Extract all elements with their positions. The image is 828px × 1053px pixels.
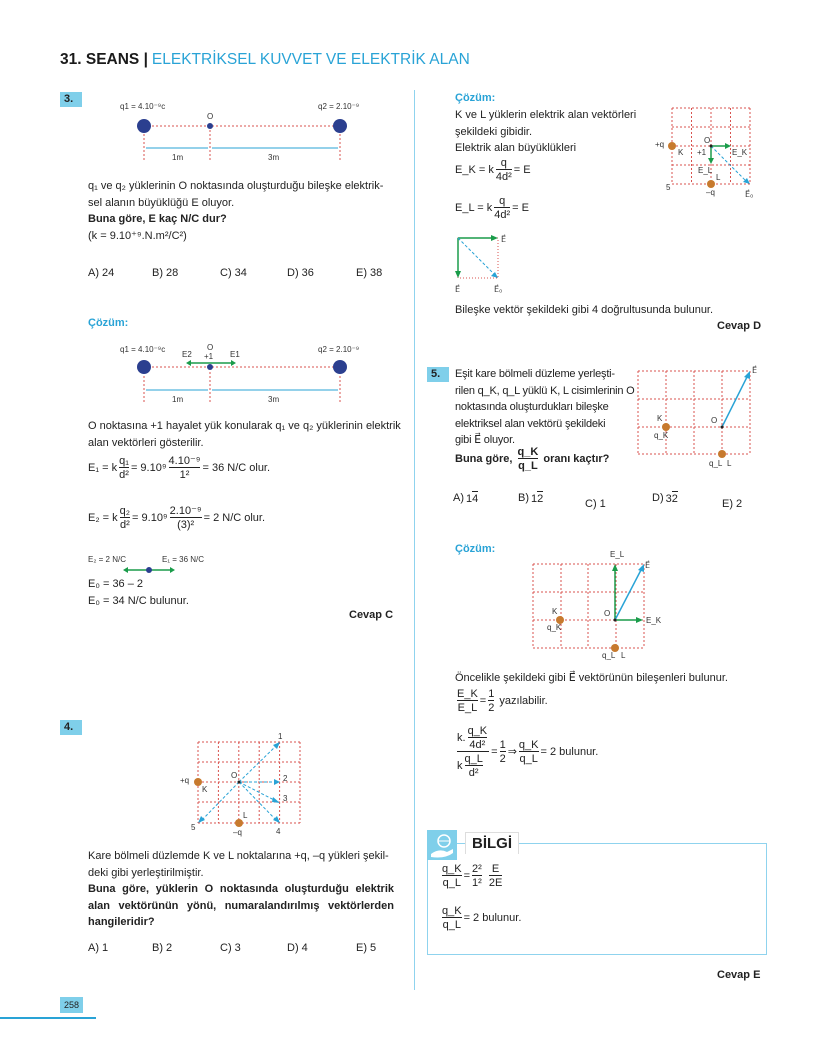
svg-text:–q: –q (233, 828, 242, 837)
e2-equation: E₂ = k $\frac{\text{q₂}}{\text{d²}}$ = 9.10⁹ $\frac{\text{2.10⁻⁹}}{\text{(3)²}}$ = 2 N/C olur. (88, 505, 266, 531)
option-e[interactable]: E) 38 (356, 267, 383, 279)
q2-label: q2 = 2.10⁻⁹ (318, 102, 360, 111)
e1-label: E1 (230, 350, 240, 359)
svg-text:q_K: q_K (547, 623, 562, 632)
svg-text:E⃗₀: E⃗₀ (494, 285, 503, 294)
ratio-derivation: k. $\frac{q\_K}{\text{4d²}}$ k $\frac{q\_L}{\text{d²}}$ = $\frac{1}{2}$ ⇒ $\frac{q\_K}{q\_L}$ = 2 bulunur. (457, 725, 599, 779)
q4-diagram (175, 730, 305, 840)
option-e[interactable]: E) 5 (356, 942, 377, 954)
svg-text:q_K: q_K (654, 431, 669, 440)
svg-text:q_L: q_L (602, 651, 616, 660)
svg-text:3: 3 (283, 794, 288, 803)
distance-2: 3m (268, 153, 280, 162)
q4-body: Kare bölmeli düzlemde K ve L noktalarına +q, –q yükleri şekil- deki gibi yerleştirilmiştir. Buna göre, yüklerin O noktasında oluşturduğu elektrik alan vektörünün yönü, numaralandırılmış vektörlerden hangileridir? (88, 850, 394, 928)
svg-text:q_L: q_L (709, 459, 723, 468)
distance-1: 1m (172, 153, 184, 162)
info-hand-globe-icon (427, 830, 457, 860)
column-divider (414, 90, 415, 990)
svg-text:L: L (727, 459, 732, 468)
q4-solution-diagram (652, 100, 764, 200)
q3-body: q₁ ve q₂ yüklerinin O noktasında oluşturduğu bileşke elektrik- sel alanın büyüklüğü E oluyor. Buna göre, E kaç N/C dur? (k = 9.10⁺⁹.N.m²/C²) (88, 180, 384, 242)
svg-text:K: K (678, 148, 684, 157)
option-c[interactable]: C) 34 (220, 267, 247, 279)
footer-line (0, 1017, 96, 1019)
info-formula-1: $\frac{q\_K}{q\_L}$ = $\frac{\text{2²}}{\text{1²}}$ $\frac{E}{2E}$ (442, 863, 503, 889)
ratio-equation: $\frac{E\_K}{E\_L}$ = $\frac{1}{2}$ yazılabilir. (457, 688, 548, 714)
svg-text:E_K: E_K (732, 148, 748, 157)
info-box (427, 843, 767, 955)
info-box-title: BİLGİ (465, 832, 519, 854)
q4-conclusion: Bileşke vektör şekildeki gibi 4 doğrultusunda bulunur. (455, 304, 714, 316)
option-c[interactable]: C) 3 (220, 942, 241, 954)
option-a[interactable]: A) 1 (88, 942, 109, 954)
charge-q2 (333, 119, 347, 133)
question-number: 5. (427, 367, 449, 382)
q3-options (88, 267, 382, 279)
q3-diagram (100, 98, 380, 168)
e0-result: E₀ = 36 – 2 E₀ = 34 N/C bulunur. (88, 578, 189, 607)
q5-body: Eşit kare bölmeli düzleme yerleşti- rilen q_K, q_L yüklü K, L cisimlerinin O noktasında oluşturdukları bileşke elektriksel alan vektörü şekildeki gibi E⃗ oluyor. (455, 368, 635, 446)
option-c[interactable]: C) 1 (585, 498, 606, 510)
page-number: 258 (60, 997, 83, 1013)
q4-options (88, 942, 376, 954)
q3-solution-text: O noktasına +1 hayalet yük konularak q₁ ve q₂ yüklerinin elektrik alan vektörleri gösterilir. (88, 420, 401, 449)
e2-label: E2 (182, 350, 192, 359)
header-separator: | (143, 51, 148, 68)
svg-text:+1: +1 (204, 352, 214, 361)
q4-solution-text: K ve L yüklerin elektrik alan vektörleri şekildeki gibidir. Elektrik alan büyüklükleri (455, 109, 637, 154)
svg-text:O: O (704, 136, 711, 145)
svg-text:L: L (621, 651, 626, 660)
q1-label: q1 = 4.10⁻⁹c (120, 102, 166, 111)
svg-text:K: K (202, 785, 208, 794)
el-equation: E_L = k $\frac{q}{\text{4d²}}$ = E (455, 195, 529, 221)
solution-label: Çözüm: (88, 317, 129, 329)
svg-text:1m: 1m (172, 395, 184, 404)
ek-equation: E_K = k $\frac{q}{\text{4d²}}$ = E (455, 157, 531, 183)
option-b[interactable]: B) 2 (152, 942, 173, 954)
q5-solution-diagram (525, 546, 665, 662)
charge-q1 (137, 119, 151, 133)
q5-question: Buna göre, $\frac{q\_K}{q\_L}$ oranı kaçtır? (455, 446, 610, 472)
o-label: O (207, 112, 214, 121)
svg-text:E⃗: E⃗ (501, 235, 507, 244)
answer-label: Cevap E (717, 969, 761, 981)
svg-text:4: 4 (276, 827, 281, 836)
svg-text:K: K (552, 607, 558, 616)
svg-text:O: O (231, 771, 238, 780)
svg-text:O: O (604, 609, 611, 618)
option-b[interactable]: B) 28 (152, 267, 179, 279)
answer-label: Cevap D (717, 320, 762, 332)
svg-text:5: 5 (191, 823, 196, 832)
svg-text:E⃗₀: E⃗₀ (745, 190, 754, 199)
option-e[interactable]: E) 2 (722, 498, 743, 510)
svg-text:L: L (716, 173, 721, 182)
svg-text:5: 5 (666, 183, 671, 192)
svg-text:+q: +q (655, 140, 665, 149)
svg-text:+q: +q (180, 776, 190, 785)
svg-text:q1 = 4.10⁻⁹c: q1 = 4.10⁻⁹c (120, 345, 166, 354)
svg-text:O: O (711, 416, 718, 425)
svg-text:E⃗: E⃗ (645, 561, 651, 570)
svg-text:2: 2 (283, 774, 288, 783)
resultant-vectors (86, 553, 226, 575)
svg-text:K: K (657, 414, 663, 423)
svg-text:3m: 3m (268, 395, 280, 404)
option-d[interactable]: D) 32 (652, 492, 678, 506)
svg-text:E₂ = 2 N/C: E₂ = 2 N/C (88, 555, 127, 564)
charge-k (194, 778, 202, 786)
option-b[interactable]: B) 12 (518, 492, 544, 506)
question-number: 3. (60, 92, 82, 107)
question-number: 4. (60, 720, 82, 735)
option-d[interactable]: D) 36 (287, 267, 314, 279)
option-a[interactable]: A) 24 (88, 267, 115, 279)
svg-text:E⃗: E⃗ (455, 285, 461, 294)
q3-question: Buna göre, E kaç N/C dur? (88, 213, 227, 225)
svg-text:+1: +1 (697, 148, 707, 157)
info-formula-2: $\frac{q\_K}{q\_L}$ = 2 bulunur. (442, 905, 522, 931)
svg-text:E₁ = 36 N/C: E₁ = 36 N/C (162, 555, 205, 564)
svg-text:–q: –q (706, 188, 715, 197)
svg-text:L: L (243, 811, 248, 820)
svg-text:E⃗: E⃗ (752, 366, 758, 375)
e1-equation: E₁ = k $\frac{\text{q₁}}{\text{d²}}$ = 9.10⁹ $\frac{\text{4.10⁻⁹}}{\text{1²}}$ = 36 N/C olur. (88, 455, 271, 481)
option-a[interactable]: A) 14 (453, 492, 479, 506)
svg-text:1: 1 (278, 732, 283, 741)
vector-sum-diagram (452, 230, 522, 298)
page-header (60, 51, 470, 69)
q5-options (453, 490, 742, 513)
q5-diagram (630, 362, 765, 472)
topic-title: ELEKTRİKSEL KUVVET VE ELEKTRİK ALAN (151, 51, 470, 68)
solution-label: Çözüm: (455, 92, 496, 104)
option-d[interactable]: D) 4 (287, 942, 308, 954)
svg-text:O: O (207, 343, 214, 352)
solution-label: Çözüm: (455, 543, 496, 555)
point-o (207, 123, 213, 129)
answer-label: Cevap C (349, 609, 394, 621)
svg-text:E_L: E_L (610, 550, 625, 559)
svg-text:E_K: E_K (646, 616, 662, 625)
svg-text:E_L: E_L (698, 166, 713, 175)
session-number: 31. SEANS (60, 51, 140, 68)
q3-solution-diagram (100, 342, 380, 408)
q5-solution-text: Öncelikle şekildeki gibi E⃗ vektörünün bileşenleri bulunur. (455, 672, 728, 684)
charge-l (235, 819, 243, 827)
svg-text:q2 = 2.10⁻⁹: q2 = 2.10⁻⁹ (318, 345, 360, 354)
